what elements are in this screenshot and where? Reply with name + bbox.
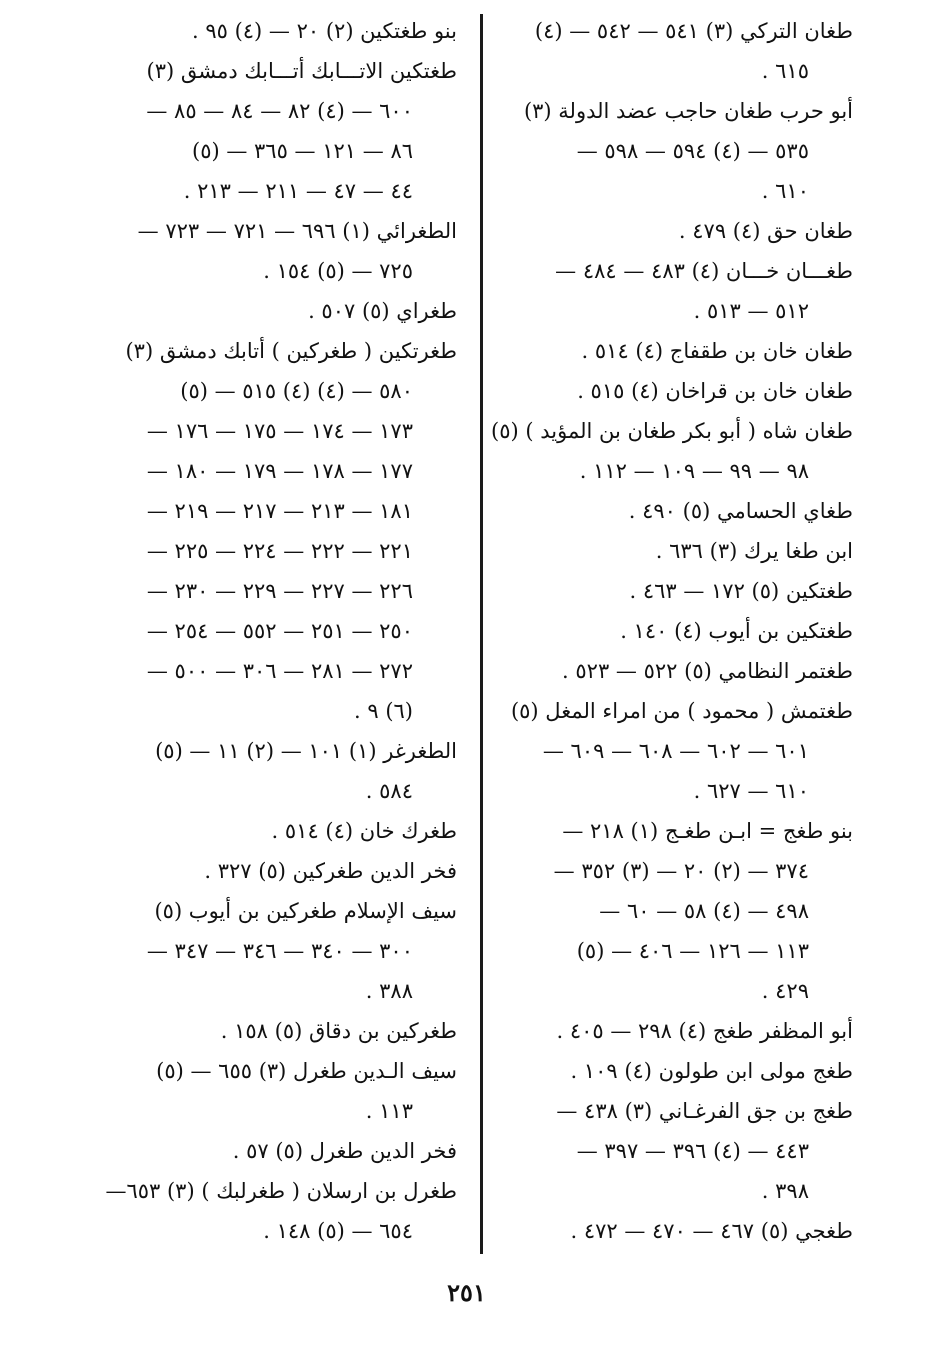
index-continuation-line: ٦٠٠ — (٤) ٨٢ — ٨٤ — ٨٥ — [146, 99, 413, 123]
index-continuation-line: ١٧٧ — ١٧٨ — ١٧٩ — ١٨٠ — [146, 459, 413, 483]
index-entry-line: طغـــان خـــان (٤) ٤٨٣ — ٤٨٤ — [555, 259, 853, 283]
index-entry-line: طغتكين الاتـــابك أتـــابك دمشق (٣) [146, 59, 457, 83]
index-continuation-line: ١١٣ — ١٢٦ — ٤٠٦ — (٥) [576, 939, 809, 963]
index-entry-line: ابن طغا يرك (٣) ٦٣٦ . [655, 539, 853, 563]
index-continuation-line: ٣٧٤ — (٢) ٢٠ — (٣) ٣٥٢ — [553, 859, 809, 883]
index-continuation-line: ١١٣ . [365, 1099, 413, 1123]
index-entry-line: أبو حرب طغان حاجب عضد الدولة (٣) [523, 99, 853, 123]
page-number: ٢٥١ [447, 1278, 486, 1307]
index-continuation-line: ٤٤٣ — (٤) ٣٩٦ — ٣٩٧ — [576, 1139, 809, 1163]
index-continuation-line: ٤٢٩ . [761, 979, 809, 1003]
index-continuation-line: ٥٨٠ — (٤) (٤) ٥١٥ — (٥) [180, 379, 413, 403]
index-entry-line: طغرل بن ارسلان ( طغرلبك ) (٣) ٦٥٣— [105, 1179, 457, 1203]
left-column [97, 11, 457, 1251]
index-entry-line: بنو طغج = ابـن طغـج (١) ٢١٨ — [562, 819, 853, 843]
index-continuation-line: ١٧٣ — ١٧٤ — ١٧٥ — ١٧٦ — [146, 419, 413, 443]
index-continuation-line: ٢٥٠ — ٢٥١ — ٥٥٢ — ٢٥٤ — [146, 619, 413, 643]
index-entry-line: فخر الدين طغركين (٥) ٣٢٧ . [204, 859, 457, 883]
index-entry-line: الطغرائي (١) ٦٩٦ — ٧٢١ — ٧٢٣ — [137, 219, 457, 243]
index-continuation-line: ٦١٥ . [761, 59, 809, 83]
index-entry-line: طغج مولى ابن طولون (٤) ١٠٩ . [570, 1059, 853, 1083]
index-continuation-line: ٦٥٤ — (٥) ١٤٨ . [263, 1219, 413, 1243]
index-continuation-line: ٣٠٠ — ٣٤٠ — ٣٤٦ — ٣٤٧ — [146, 939, 413, 963]
index-entry-line: أبو المظفر طغج (٤) ٢٩٨ — ٤٠٥ . [556, 1019, 853, 1043]
index-entry-line: طغان حق (٤) ٤٧٩ . [678, 219, 853, 243]
index-entry-line: طغرك خان (٤) ٥١٤ . [271, 819, 457, 843]
index-continuation-line: (٦) ٩ . [354, 699, 413, 723]
index-entry-line: طغراي (٥) ٥٠٧ . [308, 299, 457, 323]
index-continuation-line: ٥٣٥ — (٤) ٥٩٤ — ٥٩٨ — [576, 139, 809, 163]
index-entry-line: طغان التركي (٣) ٥٤١ — ٥٤٢ — (٤) [534, 19, 853, 43]
index-entry-line: طغاي الحسامي (٥) ٤٩٠ . [628, 499, 853, 523]
index-continuation-line: ٣٨٨ . [365, 979, 413, 1003]
index-entry-line: طغتكين بن أيوب (٤) ١٤٠ . [620, 619, 853, 643]
index-continuation-line: ٤٩٨ — (٤) ٥٨ — ٦٠ — [599, 899, 809, 923]
index-entry-line: طغجي (٥) ٤٦٧ — ٤٧٠ — ٤٧٢ . [570, 1219, 853, 1243]
index-entry-line: سيف الإسلام طغركين بن أيوب (٥) [154, 899, 457, 923]
index-continuation-line: ٥١٢ — ٥١٣ . [693, 299, 809, 323]
index-continuation-line: ٦١٠ — ٦٢٧ . [693, 779, 809, 803]
index-entry-line: فخر الدين طغرل (٥) ٥٧ . [232, 1139, 457, 1163]
index-entry-line: طغرتكين ( طغركين ) أتابك دمشق (٣) [125, 339, 457, 363]
index-entry-line: طغج بن جق الفرغـاني (٣) ٤٣٨ — [556, 1099, 853, 1123]
index-entry-line: طغتمر النظامي (٥) ٥٢٢ — ٥٢٣ . [562, 659, 853, 683]
index-continuation-line: ٣٩٨ . [761, 1179, 809, 1203]
index-continuation-line: ٨٦ — ١٢١ — ٣٦٥ — (٥) [192, 139, 413, 163]
index-entry-line: طغان خان بن طقفاج (٤) ٥١٤ . [581, 339, 853, 363]
index-continuation-line: ٦٠١ — ٦٠٢ — ٦٠٨ — ٦٠٩ — [542, 739, 809, 763]
index-continuation-line: ٧٢٥ — (٥) ١٥٤ . [263, 259, 413, 283]
index-continuation-line: ٥٨٤ . [365, 779, 413, 803]
index-continuation-line: ٤٤ — ٤٧ — ٢١١ — ٢١٣ . [183, 179, 413, 203]
index-entry-line: بنو طغتكين (٢) ٢٠ — (٤) ٩٥ . [191, 19, 457, 43]
index-entry-line: الطغرغر (١) ١٠١ — (٢) ١١ — (٥) [155, 739, 457, 763]
index-entry-line: طغان شاه ( أبو بكر طغان بن المؤيد ) (٥) [491, 419, 853, 443]
index-continuation-line: ٩٨ — ٩٩ — ١٠٩ — ١١٢ . [579, 459, 809, 483]
index-continuation-line: ٦١٠ . [761, 179, 809, 203]
index-entry-line: سيف الـدين طغرل (٣) ٦٥٥ — (٥) [156, 1059, 457, 1083]
index-entry-line: طغركين بن دقاق (٥) ١٥٨ . [220, 1019, 457, 1043]
right-column [493, 11, 853, 1251]
index-continuation-line: ٢٢٦ — ٢٢٧ — ٢٢٩ — ٢٣٠ — [146, 579, 413, 603]
index-entry-line: طغتكين (٥) ١٧٢ — ٤٦٣ . [629, 579, 853, 603]
column-divider [480, 14, 483, 1254]
index-continuation-line: ١٨١ — ٢١٣ — ٢١٧ — ٢١٩ — [146, 499, 413, 523]
index-continuation-line: ٢٢١ — ٢٢٢ — ٢٢٤ — ٢٢٥ — [146, 539, 413, 563]
index-entry-line: طغان خان بن قراخان (٤) ٥١٥ . [577, 379, 853, 403]
index-continuation-line: ٢٧٢ — ٢٨١ — ٣٠٦ — ٥٠٠ — [146, 659, 413, 683]
index-entry-line: طغتمش ( محمود ) من امراء المغل (٥) [510, 699, 853, 723]
